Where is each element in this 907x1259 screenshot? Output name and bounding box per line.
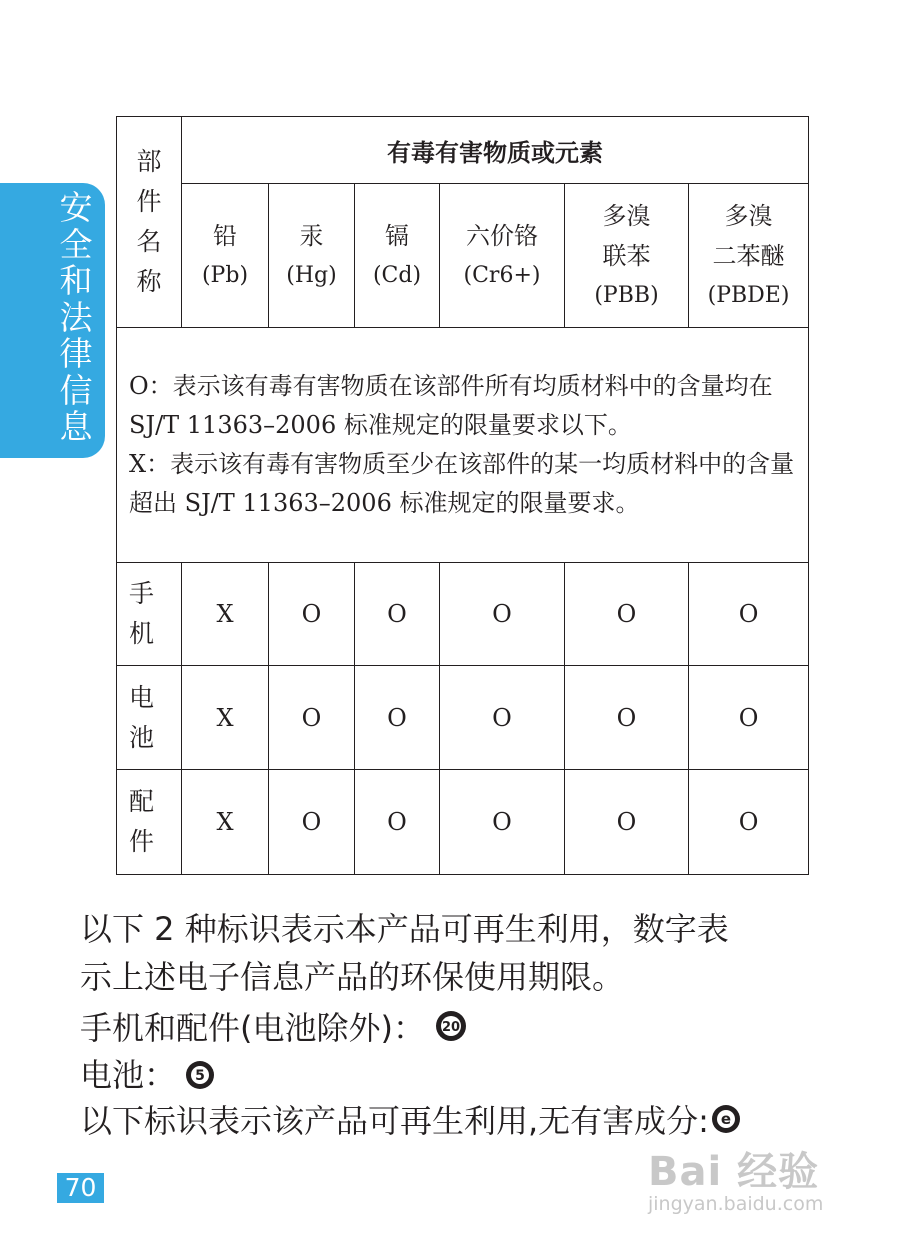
cell-value: O [689,563,809,666]
cell-value: O [689,666,809,770]
recyclable-no-hazard-line [80,1102,840,1144]
column-header-name: 汞 [299,221,324,250]
hazardous-substance-table [116,116,809,875]
cell-value: O [689,770,809,875]
part-name-header [117,117,182,328]
section-tab-char: 律 [59,334,93,373]
cell-value: O [269,770,355,875]
column-header-pbde [689,184,809,328]
epup-5-year-number: 5 [195,1068,205,1084]
phone-accessory-label: 手机和配件(电池除外)： [80,1009,425,1047]
recycle-intro-line-2: 示上述电子信息产品的环保使用期限。 [80,958,625,996]
battery-label: 电池： [80,1056,177,1094]
watermark-url: jingyan.baidu.com [648,1193,824,1215]
section-tab-char: 安 [59,188,93,227]
epup-20-year-number: 20 [441,1020,461,1035]
battery-period [80,1055,840,1099]
section-tab-char: 息 [59,407,93,446]
column-header-symbol: (Cr6+) [463,262,541,288]
column-header-lead [182,184,269,328]
watermark-logo-text: Bai 经验 [648,1149,820,1195]
legend-notes [117,328,809,563]
column-header-symbol: (PBB) [594,282,659,308]
page-number: 70 [57,1173,104,1203]
section-tab-char: 信 [59,370,93,410]
row-name-char: 池 [129,722,155,752]
cell-value: O [355,563,440,666]
cell-value: O [440,666,565,770]
header-char: 件 [136,187,162,216]
epup-5-year-icon [182,1055,218,1099]
substance-group-header: 有毒有害物质或元素 [182,117,809,184]
column-header-pbb [565,184,689,328]
cell-value: O [440,770,565,875]
section-tab-label [56,190,96,446]
row-name-accessories [117,770,182,875]
cell-value: X [182,770,269,875]
header-char: 名 [136,227,162,256]
cell-value: O [355,666,440,770]
cell-value: O [440,563,565,666]
row-name-char: 电 [129,682,155,712]
green-recycle-e-icon [709,1102,743,1144]
cell-value: O [355,770,440,875]
row-name-char: 配 [129,787,155,816]
recycle-intro-line-1: 以下 2 种标识表示本产品可再生利用，数字表 [80,910,729,948]
column-header-mercury [269,184,355,328]
column-header-name: 二苯醚 [712,241,785,270]
row-name-phone [117,563,182,666]
cell-value: O [269,666,355,770]
green-recycle-e-letter: e [720,1110,732,1128]
header-char: 部 [136,147,162,176]
column-header-name: 多溴 [724,201,773,230]
section-tab-char: 和 [59,261,93,300]
legend-note-o: O：表示该有毒有害物质在该部件所有均质材料中的含量均在 SJ/T 11363–2006 标准规定的限量要求以下。 [129,372,773,439]
column-header-chromium [440,184,565,328]
row-name-char: 机 [129,619,155,648]
column-header-cadmium [355,184,440,328]
recyclable-label: 以下标识表示该产品可再生利用,无有害成分: [80,1102,709,1140]
cell-value: O [565,666,689,770]
column-header-name: 联苯 [602,241,651,270]
section-tab-char: 法 [59,297,93,337]
epup-20-year-icon [431,1006,471,1054]
cell-value: O [269,563,355,666]
legend-note-x: X：表示该有毒有害物质至少在该部件的某一均质材料中的含量超出 SJ/T 11363–2006 标准规定的限量要求。 [129,450,795,517]
column-header-symbol: (Cd) [372,262,422,288]
column-header-name: 铅 [213,221,237,250]
row-name-char: 件 [129,827,155,856]
column-header-name: 六价铬 [466,221,538,250]
header-char: 称 [136,267,162,296]
cell-value: O [565,770,689,875]
baidu-jingyan-watermark [648,1140,848,1220]
column-header-symbol: (PBDE) [707,282,790,308]
column-header-symbol: (Pb) [201,262,249,288]
cell-value: X [182,666,269,770]
row-name-char: 手 [129,579,155,608]
row-name-battery [117,666,182,770]
column-header-name: 镉 [385,221,409,250]
column-header-symbol: (Hg) [286,262,337,288]
section-tab-char: 全 [59,224,93,264]
cell-value: O [565,563,689,666]
cell-value: X [182,563,269,666]
phone-accessory-period [80,1006,840,1054]
column-header-name: 多溴 [602,201,651,230]
